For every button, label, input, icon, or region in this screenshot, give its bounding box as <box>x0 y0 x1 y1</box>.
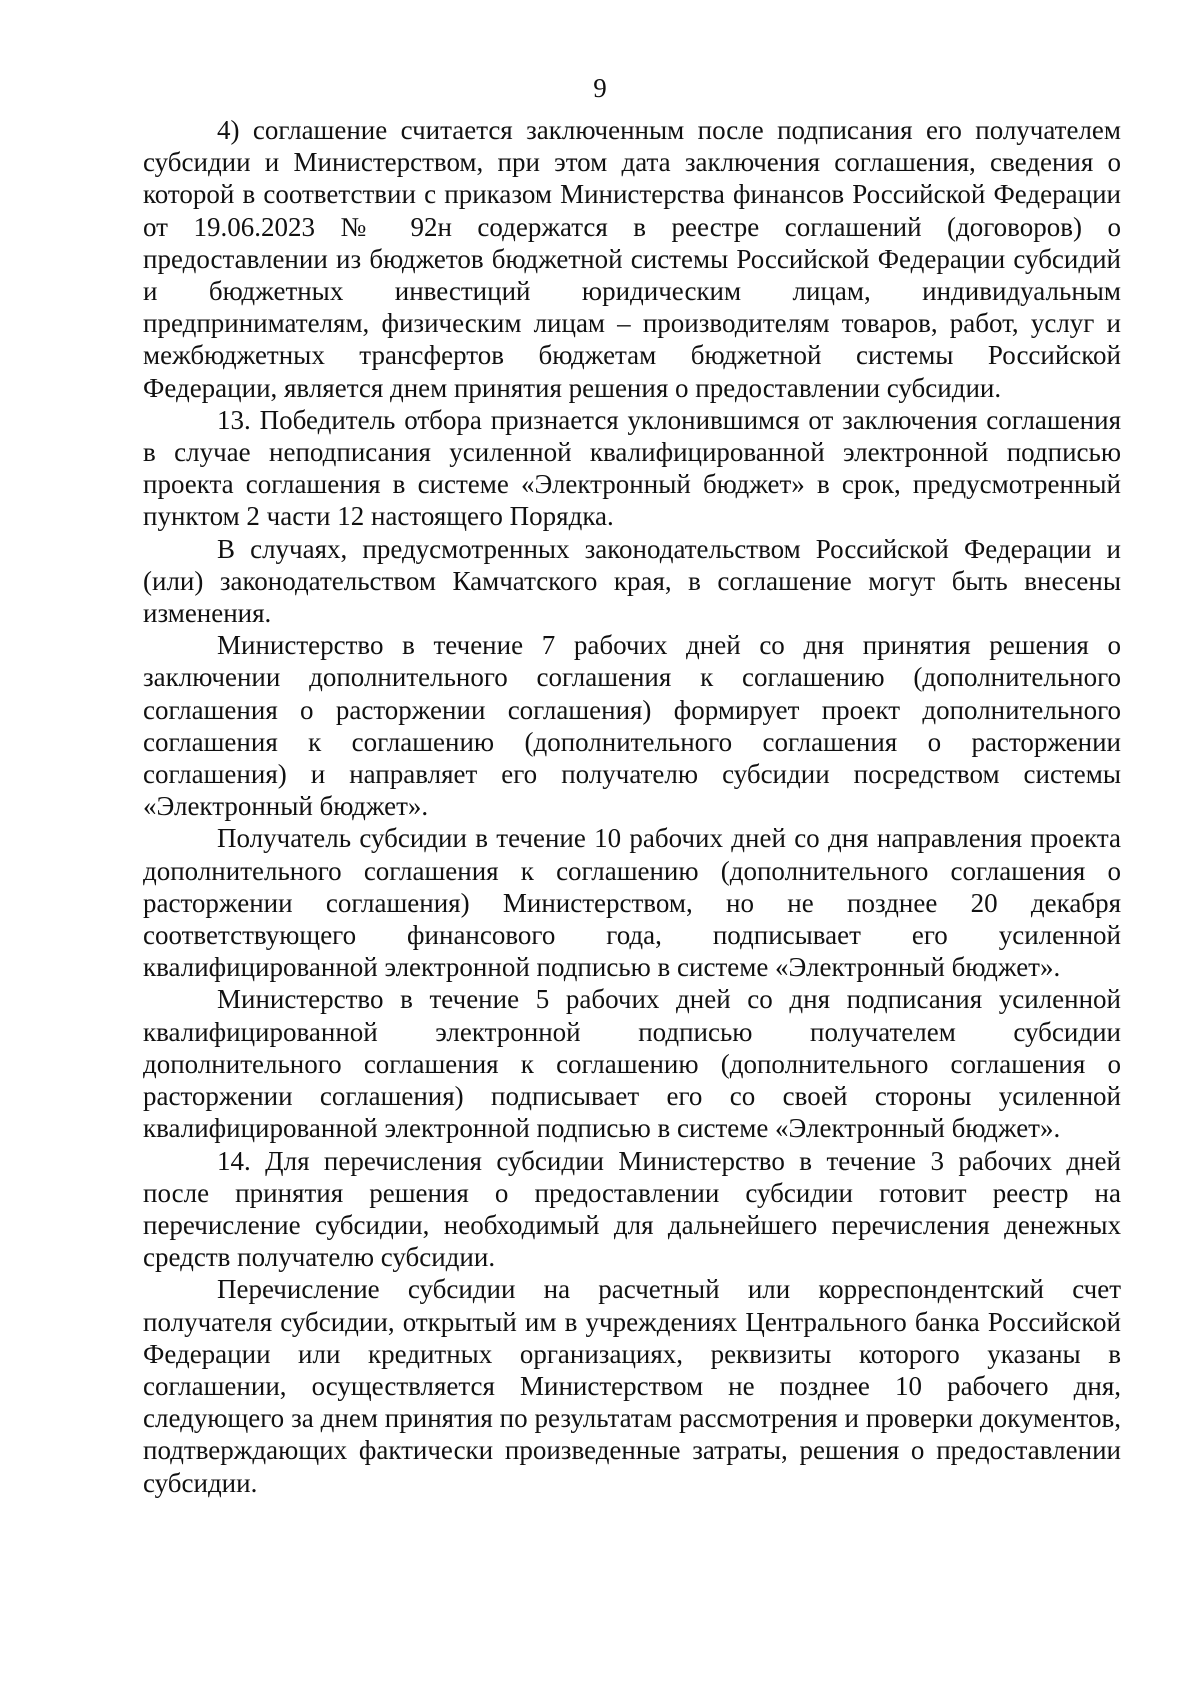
paragraph-transfer: Перечисление субсидии на расчетный или корреспондентский счет получателя субсидии, открытый им в учреждениях Центрального банка Российской Федерации или кредитных организациях, реквизиты которого указаны в соглашении, осуществляется Министерством не позднее 10 рабочего дня, следующего за днем принятия по результатам рассмотрения и проверки документов, подтверждающих фактически произведенные затраты, решения о предоставлении субсидии. <box>143 1274 1121 1498</box>
paragraph-section-13: 13. Победитель отбора признается уклонившимся от заключения соглашения в случае неподписания усиленной квалифицированной электронной подписью проекта соглашения в системе «Электронный бюджет» в срок, предусмотренный пунктом 2 части 12 настоящего Порядка. <box>143 404 1121 532</box>
paragraph-recipient-signing: Получатель субсидии в течение 10 рабочих дней со дня направления проекта дополнительного соглашения к соглашению (дополнительного соглашения о расторжении соглашения) Министерством, но не позднее 20 декабря соответствующего финансового года, подписывает его усиленной квалифицированной электронной подписью в системе «Электронный бюджет». <box>143 823 1121 983</box>
paragraph-clause-4: 4) соглашение считается заключенным после подписания его получателем субсидии и Министерством, при этом дата заключения соглашения, сведения о которой в соответствии с приказом Министерства финансов Российской Федерации от 19.06.2023 № 92н содержатся в реестре соглашений (договоров) о предоставлении из бюджетов бюджетной системы Российской Федерации субсидий и бюджетных инвестиций юридическим лицам, индивидуальным предпринимателям, физическим лицам – производителям товаров, работ, услуг и межбюджетных трансфертов бюджетам бюджетной системы Российской Федерации, является днем принятия решения о предоставлении субсидии. <box>143 115 1121 403</box>
paragraph-section-14: 14. Для перечисления субсидии Министерство в течение 3 рабочих дней после принятия решения о предоставлении субсидии готовит реестр на перечисление субсидии, необходимый для дальнейшего перечисления денежных средств получателю субсидии. <box>143 1145 1121 1273</box>
document-body <box>143 114 1121 1499</box>
paragraph-ministry-draft: Министерство в течение 7 рабочих дней со дня принятия решения о заключении дополнительного соглашения к соглашению (дополнительного соглашения о расторжении соглашения) формирует проект дополнительного соглашения к соглашению (дополнительного соглашения о расторжении соглашения) и направляет его получателю субсидии посредством системы «Электронный бюджет». <box>143 630 1121 822</box>
page-number: 9 <box>593 73 607 103</box>
paragraph-amendments: В случаях, предусмотренных законодательством Российской Федерации и (или) законодательством Камчатского края, в соглашение могут быть внесены изменения. <box>143 533 1121 629</box>
paragraph-ministry-signing: Министерство в течение 5 рабочих дней со дня подписания усиленной квалифицированной электронной подписью получателем субсидии дополнительного соглашения к соглашению (дополнительного соглашения о расторжении соглашения) подписывает его со своей стороны усиленной квалифицированной электронной подписью в системе «Электронный бюджет». <box>143 984 1121 1144</box>
